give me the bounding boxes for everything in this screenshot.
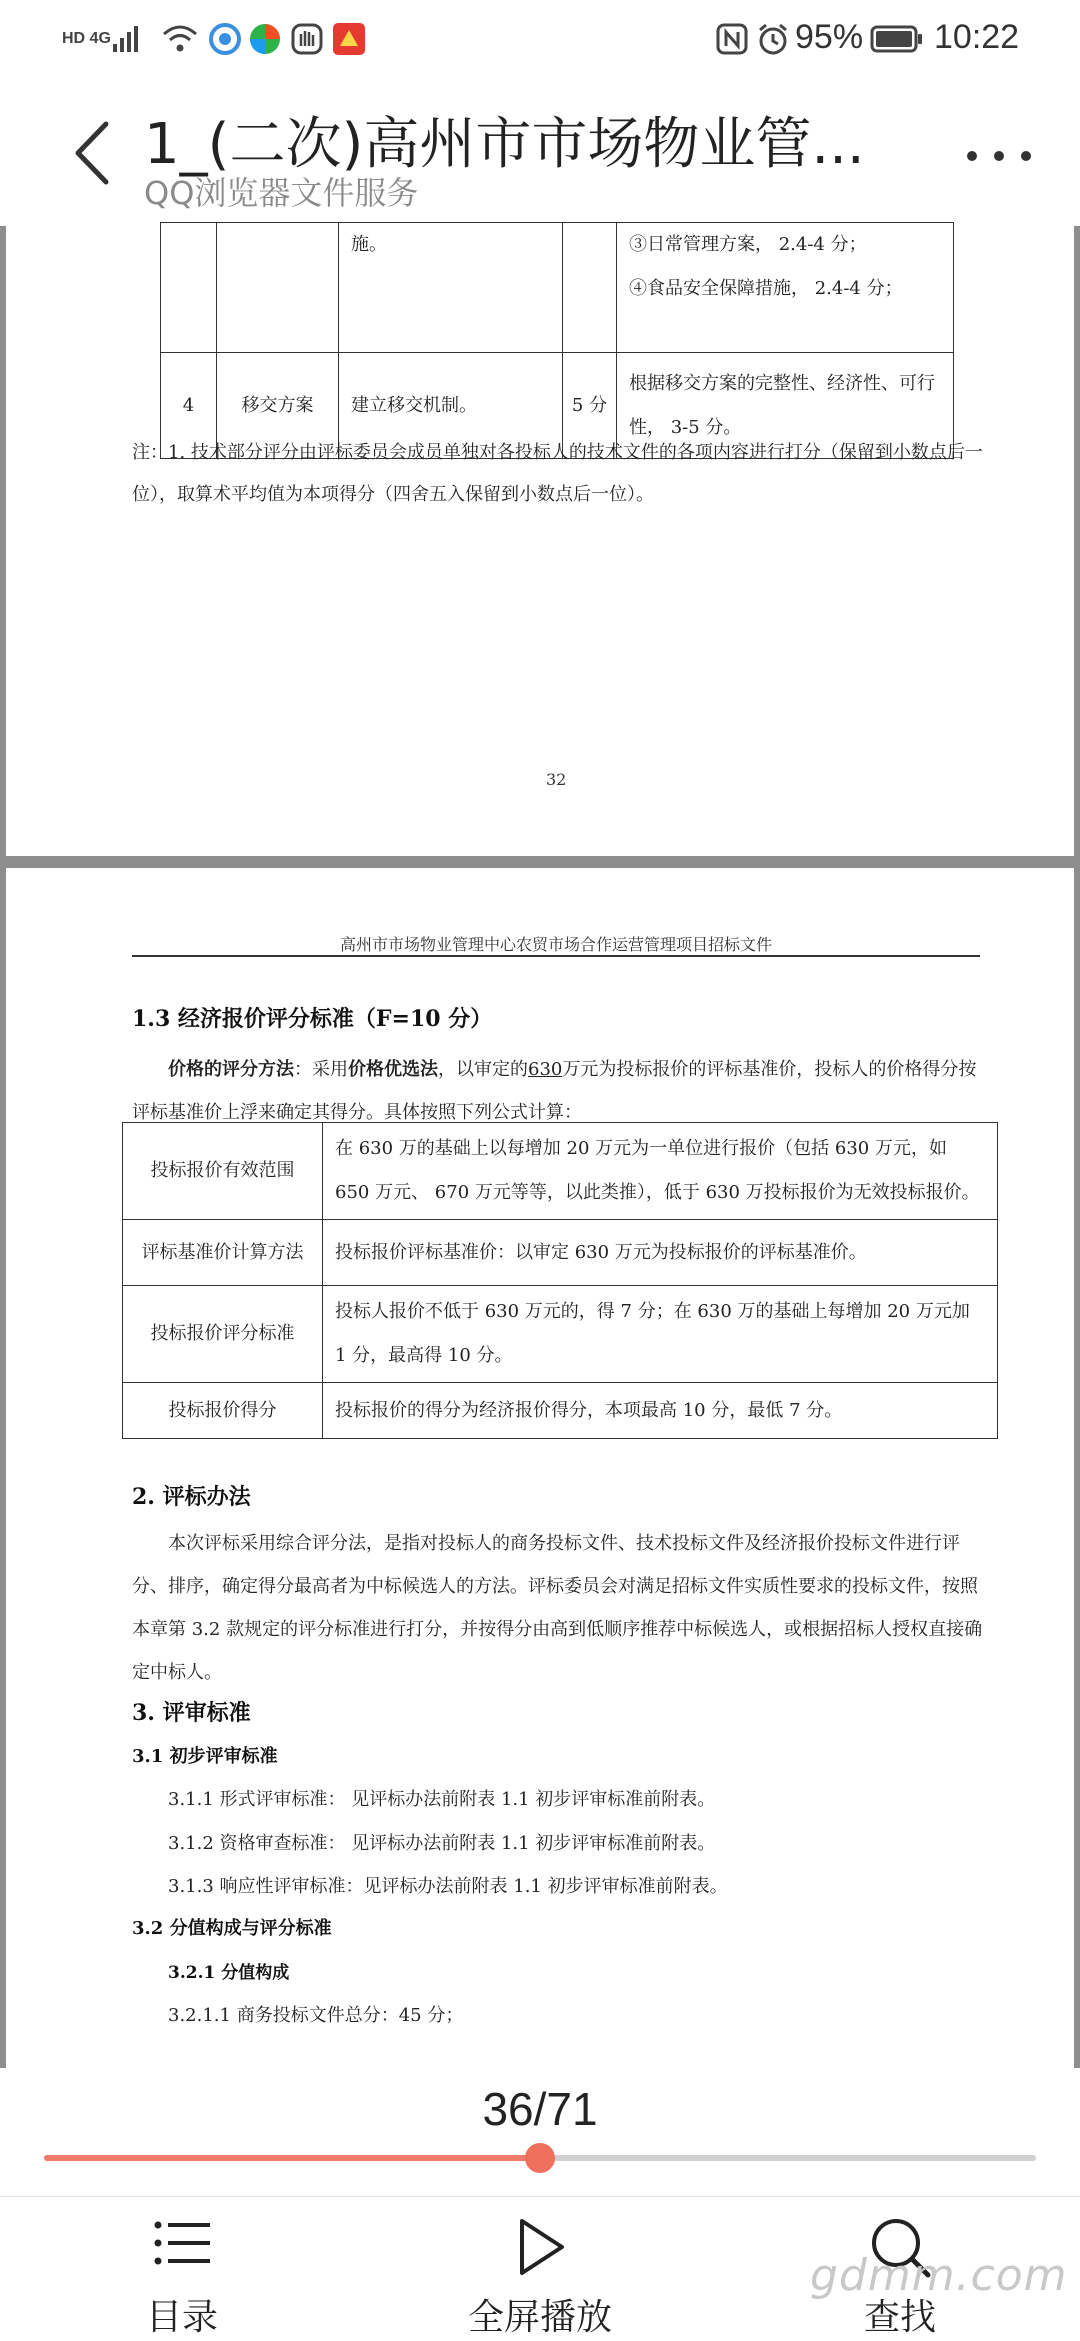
wifi-icon (162, 22, 198, 56)
toc-button[interactable] (62, 2197, 302, 2341)
network-label: HD 4G (62, 30, 111, 47)
slider-thumb[interactable] (525, 2143, 555, 2173)
battery-percent: 95% (795, 18, 864, 56)
table-cell: 5 分 (563, 353, 617, 459)
tech-score-table (160, 222, 954, 459)
list-item: 3.1.2 资格审查标准： 见评标办法前附表 1.1 初步评审标准前附表。 (168, 1833, 716, 1854)
running-head: 高州市市场物业管理中心农贸市场合作运营管理项目招标文件 (339, 935, 772, 954)
nfc-icon (715, 22, 749, 56)
document-page-33 (6, 868, 1074, 2068)
app-bar (0, 78, 1080, 226)
table-row (123, 1220, 998, 1286)
toc-label: 目录 (145, 2297, 218, 2338)
more-options-button[interactable] (964, 146, 1034, 166)
section-heading: 3. 评审标准 (132, 1700, 251, 1726)
clock: 10:22 (934, 18, 1020, 56)
table-row (161, 223, 954, 353)
table-cell: 评标基准价计算方法 (123, 1220, 323, 1286)
more-icon (964, 146, 1034, 166)
list-icon (152, 2215, 212, 2271)
table-cell: 投标报价评分标准 (123, 1286, 323, 1383)
subsection-heading: 3.2 分值构成与评分标准 (132, 1918, 332, 1939)
list-item: 3.1.3 响应性评审标准：见评标办法前附表 1.1 初步评审标准前附表。 (168, 1876, 728, 1897)
paragraph: 本次评标采用综合评分法，是指对投标人的商务投标文件、技术投标文件及经济报价投标文件进行评分、排序，确定得分最高者为中标候选人的方法。评标委员会对满足招标文件实质性要求的投标文件，按照本章第 3.2 款规定的评分标准进行打分，并按得分由高到低顺序推荐中标候选人，或根据招标人授权直接确定中标人。 (132, 1533, 983, 1683)
back-button[interactable] (62, 118, 132, 188)
table-cell: 投标人报价不低于 630 万元的，得 7 分；在 630 万的基础上每增加 20 万元加 1 分，最高得 10 分。 (323, 1286, 998, 1383)
section-heading: 2. 评标办法 (132, 1484, 251, 1510)
header-rule (132, 955, 980, 957)
table-cell: 根据移交方案的完整性、经济性、可行性， 3-5 分。 (617, 353, 954, 459)
fullscreen-play-label: 全屏播放 (467, 2297, 612, 2338)
table-cell: 投标报价有效范围 (123, 1123, 323, 1220)
status-bar (0, 0, 1080, 78)
section-heading: 1.3 经济报价评分标准（F=10 分） (132, 1006, 493, 1032)
table-row (123, 1383, 998, 1439)
document-title: 1_(二次)高州市市场物业管... (144, 112, 865, 177)
paragraph: 价格的评分方法：采用价格优选法，以审定的630万元为投标报价的评标基准价，投标人的价格得分按评标基准价上浮来确定其得分。具体按照下列公式计算： (132, 1059, 977, 1123)
search-label: 查找 (863, 2297, 936, 2338)
app-colorful-icon (248, 22, 282, 56)
table-cell: 投标报价的得分为经济报价得分，本项最高 10 分，最低 7 分。 (323, 1383, 998, 1439)
chevron-left-icon (62, 118, 132, 188)
table-note: 注：1. 技术部分评分由评标委员会成员单独对各投标人的技术文件的各项内容进行打分（保留到小数点后一位），取算术平均值为本项得分（四舍五入保留到小数点后一位）。 (132, 442, 983, 505)
play-icon (510, 2215, 570, 2279)
table-cell: 移交方案 (217, 353, 339, 459)
document-page-32 (6, 226, 1074, 856)
page-number: 32 (546, 770, 567, 789)
list-item: 3.1.1 形式评审标准： 见评标办法前附表 1.1 初步评审标准前附表。 (168, 1789, 716, 1810)
table-cell: 建立移交机制。 (339, 353, 563, 459)
table-cell: 投标报价评标基准价：以审定 630 万元为投标报价的评标基准价。 (323, 1220, 998, 1286)
page-progress-slider[interactable] (44, 2155, 1036, 2161)
hand-shield-icon (290, 22, 324, 56)
hd-4g-signal-icon (62, 22, 141, 56)
subsection-heading: 3.1 初步评审标准 (132, 1746, 278, 1767)
table-cell: 在 630 万的基础上以每增加 20 万元为一单位进行报价（包括 630 万元，如 650 万元、 670 万元等等，以此类推），低于 630 万投标报价为无效投标报价。 (323, 1123, 998, 1220)
qq-browser-icon (208, 22, 242, 56)
table-cell: ③日常管理方案， 2.4-4 分； (629, 234, 867, 255)
table-cell: 4 (161, 353, 217, 459)
document-source: QQ浏览器文件服务 (144, 174, 419, 212)
table-cell: 施。 (339, 223, 563, 353)
table-cell: 投标报价得分 (123, 1383, 323, 1439)
fullscreen-play-button[interactable] (420, 2197, 660, 2341)
progress-fill (44, 2155, 540, 2161)
battery-icon (870, 22, 924, 56)
subsection-heading: 3.2.1 分值构成 (168, 1963, 290, 1983)
table-cell: ④食品安全保障措施， 2.4-4 分； (629, 278, 903, 299)
table-row (123, 1286, 998, 1383)
table-row (123, 1123, 998, 1220)
price-score-table (122, 1122, 998, 1439)
app-red-icon (332, 22, 366, 56)
page-indicator: 36/71 (482, 2083, 598, 2135)
alarm-icon (756, 22, 790, 56)
site-watermark: gdmm.com (810, 2250, 1068, 2301)
list-item: 3.2.1.1 商务投标文件总分：45 分； (168, 2005, 464, 2026)
